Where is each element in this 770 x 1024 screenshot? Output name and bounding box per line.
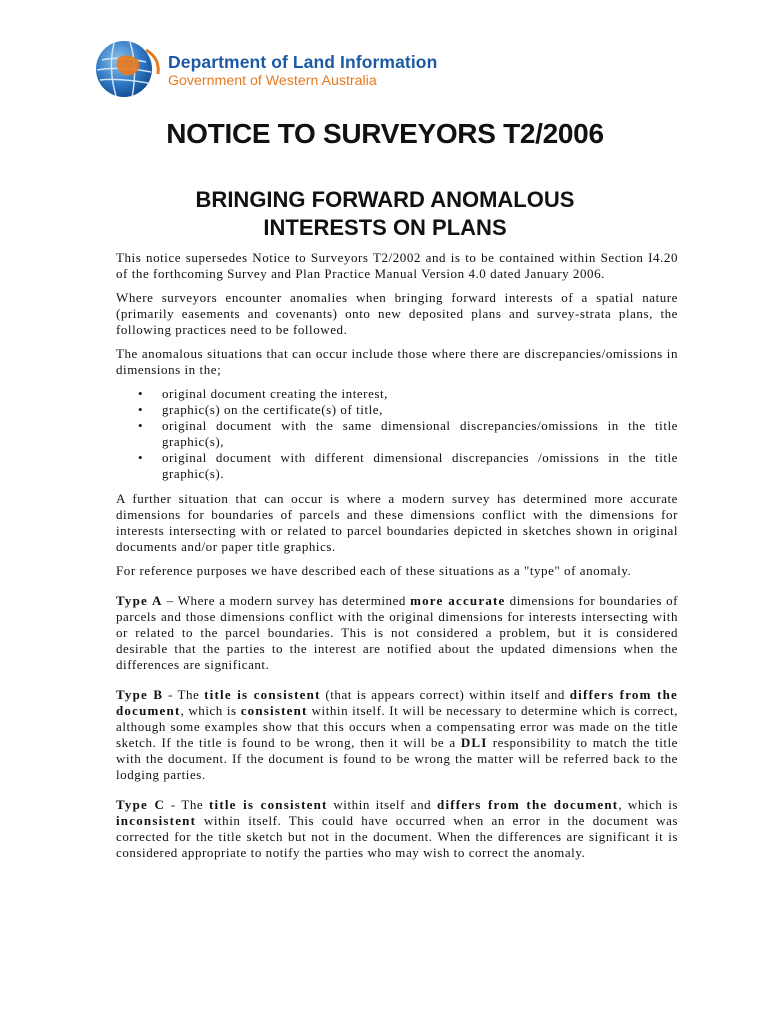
type-a-label: Type A: [116, 593, 163, 608]
paragraph-reference: For reference purposes we have described each of these situations as a "type" of anomaly.: [116, 563, 632, 578]
type-b-text: responsibility to match the title with the document. If the document is found to be wrong the matter will be referred back to the lodging parties.: [116, 735, 678, 782]
type-a-emphasis: more accurate: [410, 593, 506, 608]
type-c-emphasis: differs from the document: [437, 797, 619, 812]
type-b-label: Type B: [116, 687, 164, 702]
type-a-paragraph: [116, 593, 678, 673]
list-item: • original document with the same dimensional discrepancies/omissions in the title graphic(s),: [162, 418, 678, 450]
header: [88, 36, 488, 106]
type-b-paragraph: [116, 687, 678, 783]
type-c-paragraph: [116, 797, 678, 861]
type-b-emphasis: differs from the document: [116, 687, 679, 718]
department-name: Department of Land Information: [168, 52, 438, 72]
type-a-text: dimensions for boundaries of parcels and those dimensions conflict with the original dimensions for interests intersecting with or related to the parcel boundaries. This is not considered a problem, but it is considered desirable that the parties to the interest are notified about the updated dimensions when the differences are significant.: [116, 593, 679, 672]
globe-logo-icon: [88, 38, 168, 100]
paragraph-anomalies: Where surveyors encounter anomalies when bringing forward interests of a spatial nature (primarily easements and covenants) onto new deposited plans and survey-strata plans, the following practices need to be followed.: [116, 290, 678, 337]
type-c-text: within itself and: [327, 797, 438, 812]
notice-title: NOTICE TO SURVEYORS T2/2006: [166, 118, 604, 149]
type-b-text: , which is: [180, 703, 241, 718]
paragraph-further-situation: A further situation that can occur is where a modern survey has determined more accurate dimensions for boundaries of parcels and these dimensions conflict with the dimensions for interests intersecting with or related to parcel boundaries depicted in sketches shown in original documents and/or paper title graphics.: [116, 491, 678, 554]
type-b-text: - The: [163, 687, 205, 702]
type-c-text: - The: [165, 797, 209, 812]
situations-list: [116, 386, 678, 482]
type-b-emphasis: DLI: [460, 735, 488, 750]
notice-subtitle: [0, 186, 770, 242]
type-c-label: Type C: [116, 797, 166, 812]
subtitle-line-2: INTERESTS ON PLANS: [263, 215, 507, 240]
type-b-text: within itself. It will be necessary to determine which is correct, although some examples show that this occurs when a compensating error was made on the title sketch. If the title is found to be wrong, then it will be a: [116, 703, 678, 750]
paragraph-situations: The anomalous situations that can occur include those where there are discrepancies/omissions in dimensions in the;: [116, 346, 678, 377]
list-item: • original document creating the interest,: [162, 386, 678, 402]
list-item: • original document with different dimensional discrepancies /omissions in the title graphic(s).: [162, 450, 678, 482]
type-c-text: , which is: [618, 797, 679, 812]
type-c-emphasis: title is consistent: [209, 797, 328, 812]
type-c-emphasis: inconsistent: [116, 813, 197, 828]
type-b-text: (that is appears correct) within itself and: [320, 687, 570, 702]
type-a-text: – Where a modern survey has determined: [162, 593, 411, 608]
type-b-emphasis: consistent: [240, 703, 308, 718]
paragraph-supersedes: This notice supersedes Notice to Surveyors T2/2002 and is to be contained within Section I4.20 of the forthcoming Survey and Plan Practice Manual Version 4.0 dated January 2006.: [116, 250, 678, 281]
subtitle-line-1: BRINGING FORWARD ANOMALOUS: [195, 187, 575, 212]
type-c-text: within itself. This could have occurred when an error in the document was corrected for the title sketch but not in the document. When the differences are significant it is considered appropriate to notify the parties who may wish to correct the anomaly.: [116, 813, 678, 860]
list-item: • graphic(s) on the certificate(s) of title,: [162, 402, 678, 418]
notice-body: [116, 250, 678, 869]
government-name: Government of Western Australia: [168, 73, 377, 89]
type-b-emphasis: title is consistent: [204, 687, 321, 702]
